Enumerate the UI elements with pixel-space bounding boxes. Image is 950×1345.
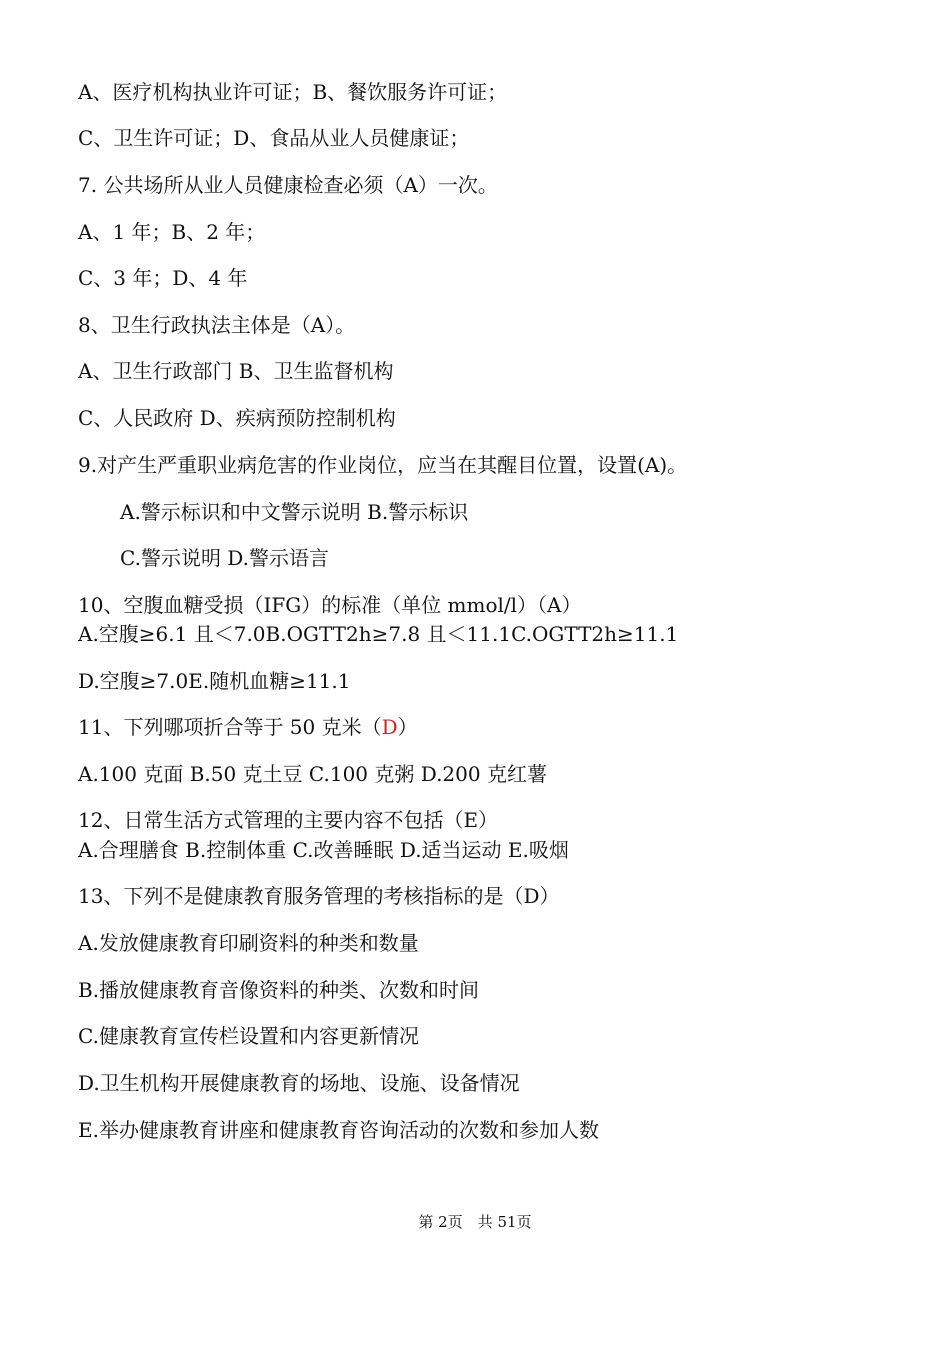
- text-line: C、卫生许可证；D、食品从业人员健康证；: [78, 126, 470, 150]
- text-line: A.发放健康教育印刷资料的种类和数量: [78, 931, 419, 955]
- question-11: [78, 715, 418, 739]
- page-footer: 第 2页 共 51页: [418, 1213, 532, 1231]
- question-11-text: 11、下列哪项折合等于 50 克米（: [78, 715, 382, 739]
- text-line: C.健康教育宣传栏设置和内容更新情况: [78, 1024, 419, 1048]
- question-8: 8、卫生行政执法主体是（A）。: [78, 313, 356, 337]
- text-line: A.合理膳食 B.控制体重 C.改善睡眠 D.适当运动 E.吸烟: [78, 838, 569, 862]
- question-9: 9.对产生严重职业病危害的作业岗位，应当在其醒目位置，设置(A)。: [78, 453, 688, 477]
- text-line: D.空腹≥7.0E.随机血糖≥11.1: [78, 669, 351, 693]
- text-line: A.警示标识和中文警示说明 B.警示标识: [120, 500, 469, 524]
- text-line: A、1 年；B、2 年；: [78, 220, 266, 244]
- text-line: D.卫生机构开展健康教育的场地、设施、设备情况: [78, 1071, 520, 1095]
- text-line: A、卫生行政部门 B、卫生监督机构: [78, 359, 394, 383]
- text-line: A.空腹≥6.1 且＜7.0B.OGTT2h≥7.8 且＜11.1C.OGTT2h≥11.1: [78, 622, 679, 646]
- answer-highlight: D: [381, 715, 398, 739]
- question-7: 7. 公共场所从业人员健康检查必须（A）一次。: [78, 173, 498, 197]
- text-line: C.警示说明 D.警示语言: [120, 546, 329, 570]
- text-line: C、人民政府 D、疾病预防控制机构: [78, 406, 396, 430]
- text-line: A.100 克面 B.50 克土豆 C.100 克粥 D.200 克红薯: [78, 762, 547, 786]
- question-13: 13、下列不是健康教育服务管理的考核指标的是（D）: [78, 884, 560, 908]
- question-12: 12、日常生活方式管理的主要内容不包括（E）: [78, 808, 499, 832]
- text-line: C、3 年；D、4 年: [78, 266, 248, 290]
- text-line: E.举办健康教育讲座和健康教育咨询活动的次数和参加人数: [78, 1118, 599, 1142]
- question-10: 10、空腹血糖受损（IFG）的标准（单位 mmol/l）（A）: [78, 593, 582, 617]
- text-line: A、医疗机构执业许可证；B、餐饮服务许可证；: [78, 80, 508, 104]
- question-11-close: ）: [397, 715, 418, 739]
- text-line: B.播放健康教育音像资料的种类、次数和时间: [78, 978, 480, 1002]
